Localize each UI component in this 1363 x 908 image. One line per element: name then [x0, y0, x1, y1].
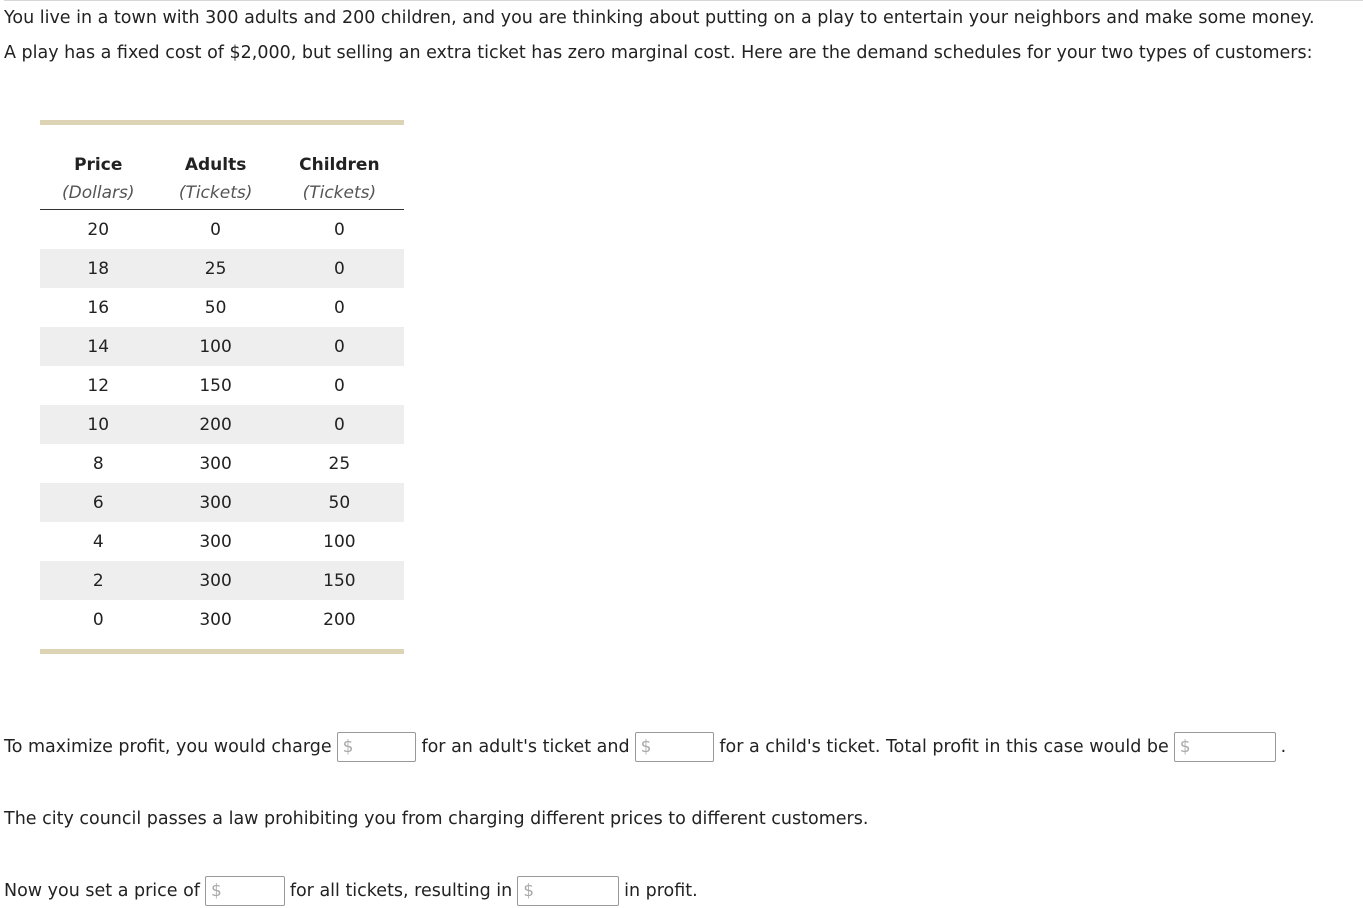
q2-text-1: Now you set a price of	[4, 881, 200, 901]
header-adults: Adults	[184, 155, 247, 175]
table-row	[40, 249, 404, 288]
cell-children: 50	[275, 483, 404, 522]
dollar-sign: $	[640, 737, 652, 757]
table-row	[40, 210, 404, 250]
single-price-field[interactable]	[205, 876, 285, 906]
single-price-input[interactable]	[222, 878, 284, 904]
cell-price: 8	[92, 453, 104, 474]
cell-children: 0	[275, 249, 404, 288]
total-profit-field[interactable]	[1174, 732, 1276, 762]
table-bottom-rule	[40, 649, 404, 654]
dollar-sign: $	[523, 881, 535, 901]
header-price: Price	[74, 155, 123, 175]
cell-price: 6	[40, 483, 156, 522]
cell-children: 150	[275, 561, 404, 600]
q2-text-3: in profit.	[624, 881, 698, 901]
cell-children: 0	[275, 327, 404, 366]
table-row	[40, 288, 404, 327]
cell-price: 16	[87, 297, 110, 318]
subheader-children-unit: (Tickets)	[275, 177, 404, 210]
cell-children: 100	[323, 531, 356, 552]
child-price-input[interactable]	[651, 734, 713, 760]
law-statement	[4, 802, 868, 836]
question-price-discrimination	[4, 730, 1286, 764]
cell-adults: 150	[199, 375, 232, 396]
cell-price: 12	[87, 375, 110, 396]
cell-children: 0	[275, 405, 404, 444]
cell-price: 2	[40, 561, 156, 600]
cell-price: 14	[40, 327, 156, 366]
header-children: Children	[299, 155, 380, 175]
adult-price-input[interactable]	[353, 734, 415, 760]
subheader-adults-unit: (Tickets)	[156, 177, 274, 210]
dollar-sign: $	[210, 881, 222, 901]
question-single-price	[4, 874, 698, 908]
cell-adults: 300	[199, 609, 232, 630]
table-row	[40, 561, 404, 600]
cell-adults: 300	[199, 453, 232, 474]
cell-children: 25	[328, 453, 351, 474]
cell-adults: 300	[156, 483, 274, 522]
profit-field[interactable]	[517, 876, 619, 906]
cell-adults: 300	[156, 561, 274, 600]
table-row	[40, 327, 404, 366]
adult-price-field[interactable]	[337, 732, 417, 762]
cell-adults: 25	[156, 249, 274, 288]
cell-price: 4	[92, 531, 104, 552]
cell-children: 0	[333, 219, 345, 240]
table-row	[40, 366, 404, 405]
table-row	[40, 483, 404, 522]
cell-children: 0	[333, 297, 345, 318]
table-row	[40, 405, 404, 444]
cell-adults: 0	[210, 219, 221, 240]
subheader-price-unit: (Dollars)	[40, 177, 156, 210]
q1-text-4: .	[1280, 737, 1287, 757]
cell-price: 20	[87, 219, 110, 240]
dollar-sign: $	[1179, 737, 1191, 757]
cell-price: 0	[92, 609, 104, 630]
cell-adults: 200	[156, 405, 274, 444]
cell-price: 10	[40, 405, 156, 444]
intro-line-1: You live in a town with 300 adults and 200 children, and you are thinking about putting on a play to entertain your neighbors and make some money.	[4, 8, 1315, 28]
table-row	[40, 600, 404, 639]
table-row	[40, 444, 404, 483]
intro-line-2: A play has a fixed cost of $2,000, but selling an extra ticket has zero marginal cost. Here are the demand schedules for your two types of customers:	[4, 43, 1313, 63]
q2-text-2: for all tickets, resulting in	[289, 881, 513, 901]
q1-text-2: for an adult's ticket and	[421, 737, 630, 757]
q1-text-1: To maximize profit, you would charge	[4, 737, 332, 757]
profit-input[interactable]	[534, 878, 618, 904]
cell-adults: 100	[156, 327, 274, 366]
cell-children: 200	[323, 609, 356, 630]
child-price-field[interactable]	[635, 732, 715, 762]
total-profit-input[interactable]	[1191, 734, 1275, 760]
q1-text-3: for a child's ticket. Total profit in this case would be	[719, 737, 1169, 757]
cell-children: 0	[333, 375, 345, 396]
dollar-sign: $	[342, 737, 354, 757]
demand-table	[40, 125, 404, 639]
intro	[4, 0, 1363, 71]
law-text: The city council passes a law prohibiting you from charging different prices to different customers.	[4, 809, 869, 829]
table-body	[40, 210, 404, 640]
cell-adults: 300	[199, 531, 232, 552]
table-row	[40, 522, 404, 561]
cell-price: 18	[40, 249, 156, 288]
cell-adults: 50	[204, 297, 227, 318]
demand-schedule-table	[40, 120, 404, 654]
